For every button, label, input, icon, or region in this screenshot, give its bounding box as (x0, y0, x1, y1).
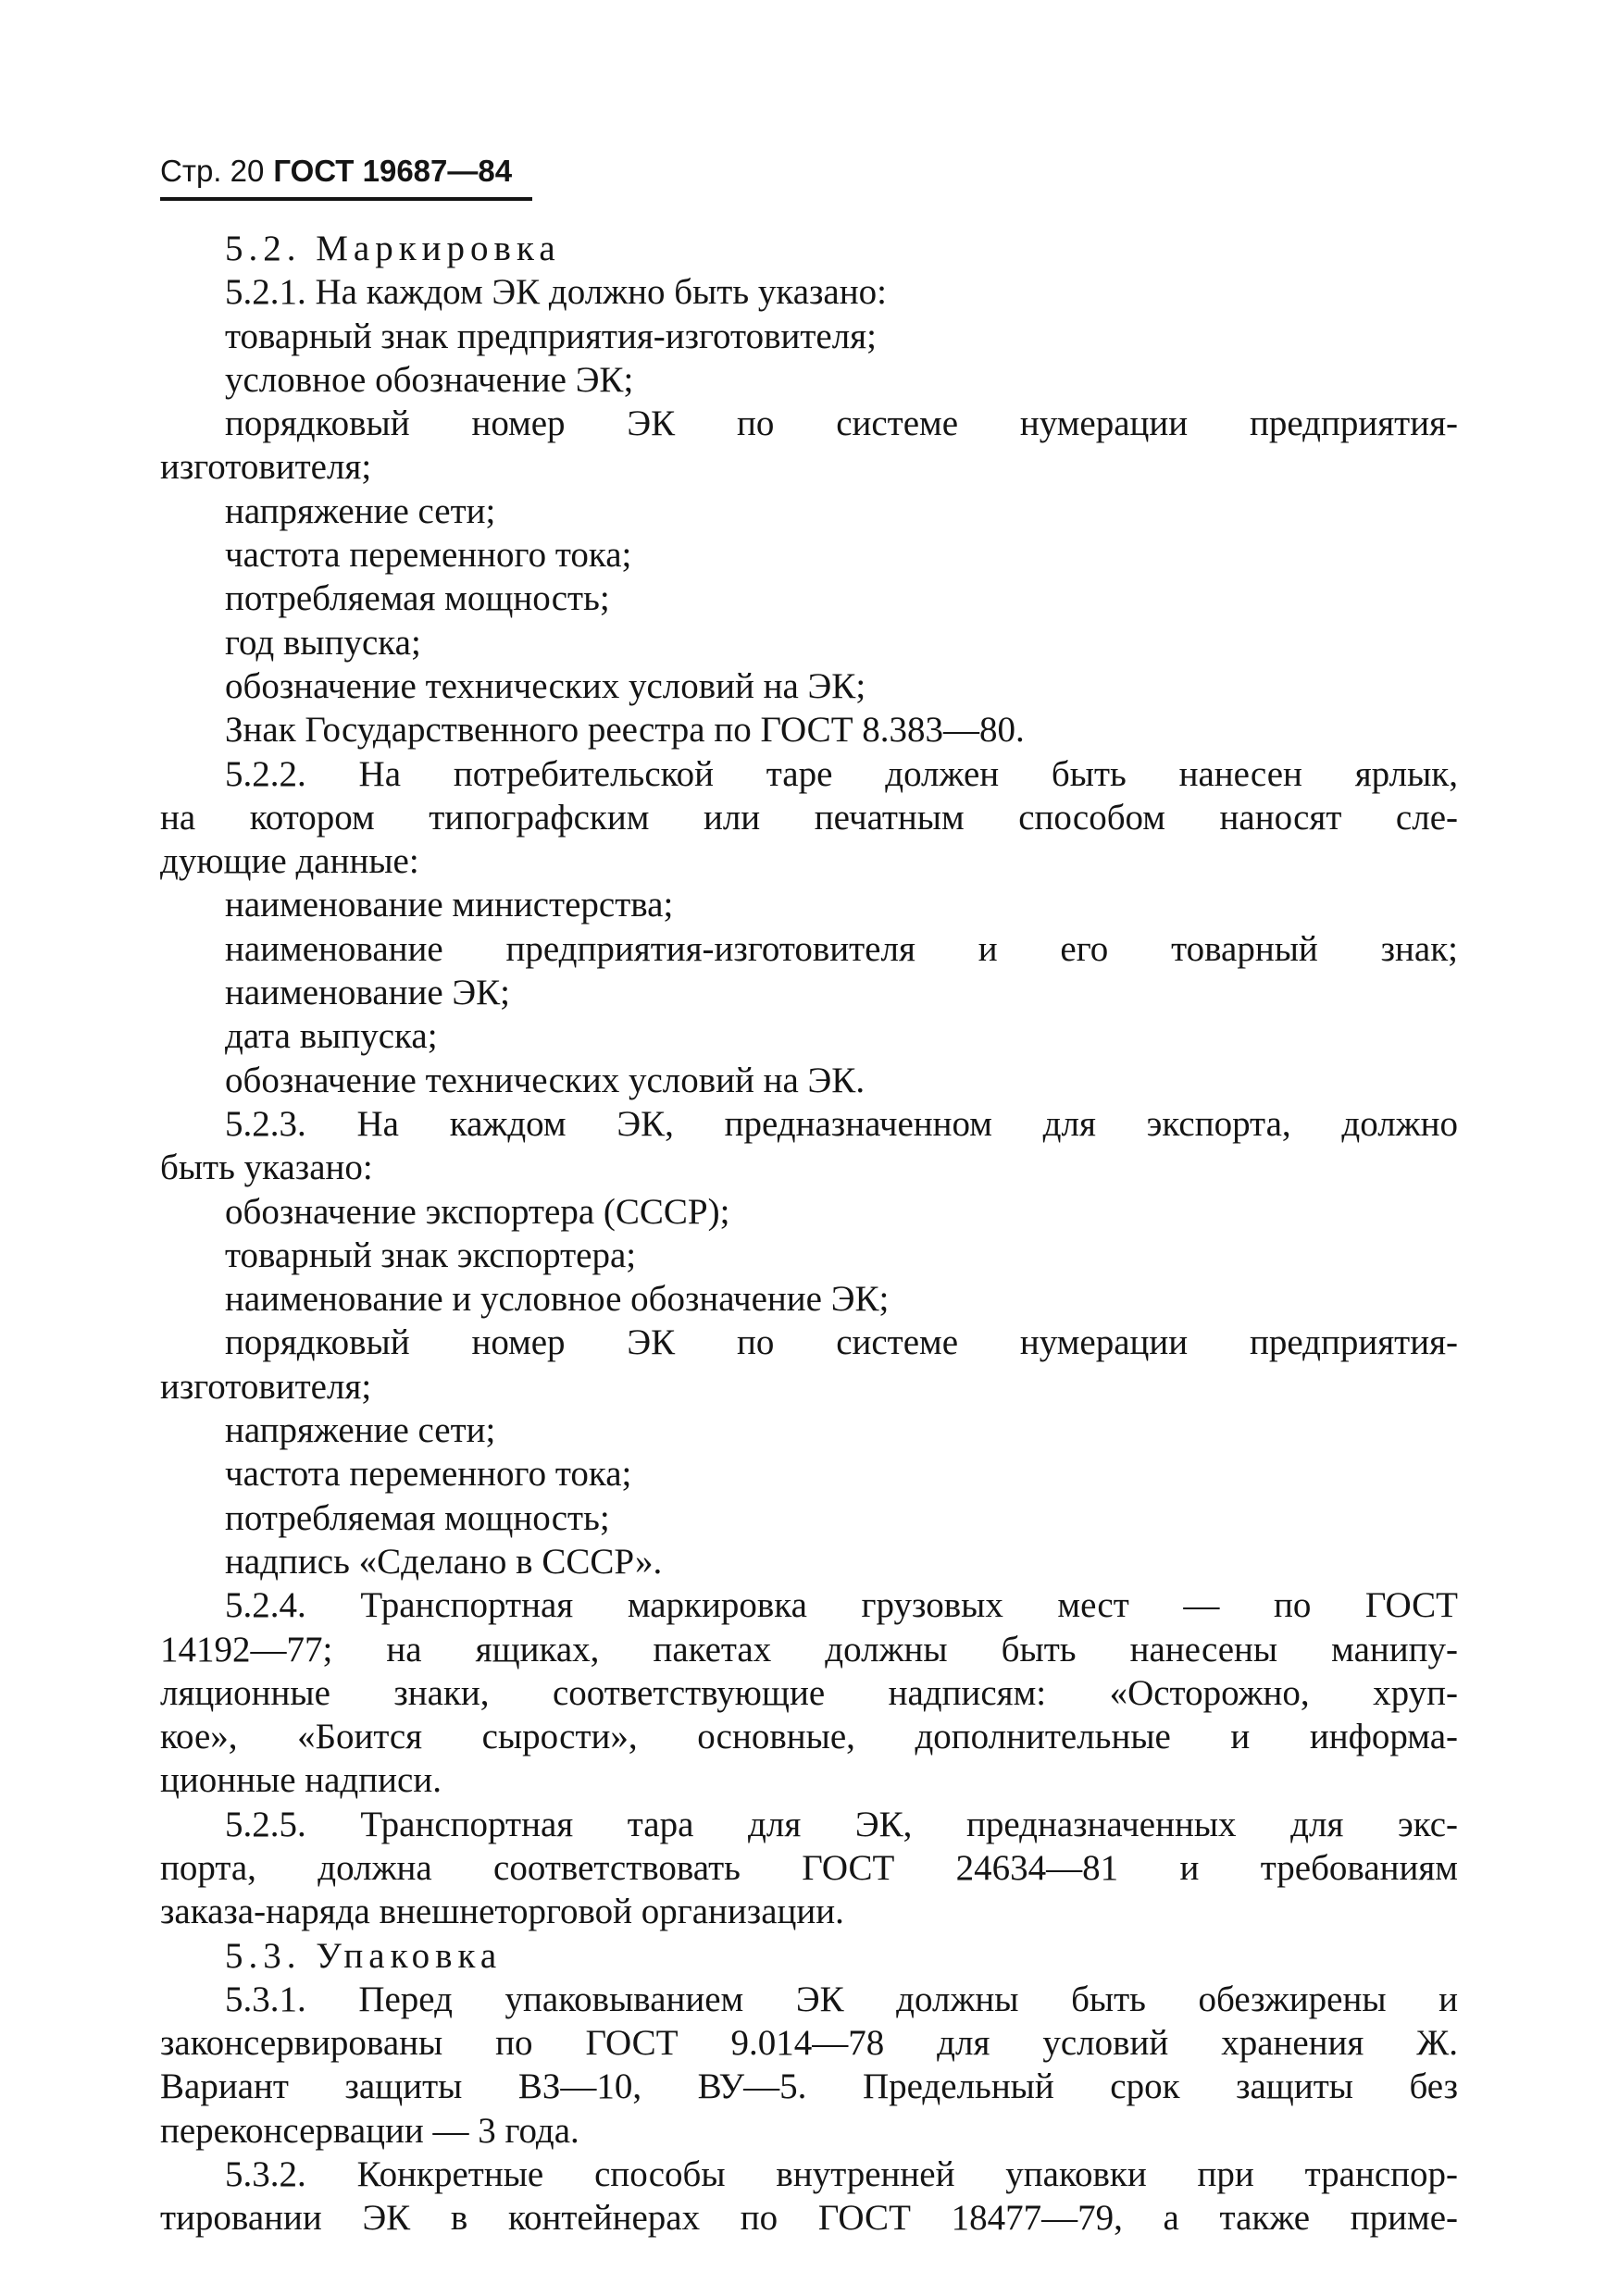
list-item: потребляемая мощность; (225, 578, 610, 619)
standard-number: ГОСТ 19687—84 (273, 154, 513, 188)
paragraph-line: переконсервации — 3 года. (160, 2110, 579, 2151)
paragraph-line: 5.2.1. На каждом ЭК должно быть указано: (225, 272, 887, 313)
paragraph-line: 5.2.3. На каждом ЭК, предназначенном для экспорта, должно (225, 1103, 1458, 1144)
paragraph-line: дующие данные: (160, 841, 419, 882)
paragraph-line: тировании ЭК в контейнерах по ГОСТ 18477—79, а также приме- (160, 2198, 1458, 2239)
paragraph-line: 5.2.2. На потребительской таре должен быть нанесен ярлык, (225, 753, 1458, 794)
list-item: дата выпуска; (225, 1016, 438, 1057)
list-item-continuation: изготовителя; (160, 447, 372, 488)
paragraph-line: ляционные знаки, соответствующие надписям: «Осторожно, хруп- (160, 1672, 1458, 1713)
paragraph-line: 5.3.2. Конкретные способы внутренней упаковки при транспор- (225, 2154, 1458, 2195)
paragraph-line: 5.2.4. Транспортная маркировка грузовых мест — по ГОСТ (225, 1585, 1458, 1626)
paragraph-line: на котором типографским или печатным способом наносят сле- (160, 797, 1458, 838)
list-item: Знак Государственного реестра по ГОСТ 8.383—80. (225, 710, 1025, 751)
list-item: обозначение экспортера (СССР); (225, 1191, 730, 1232)
section-heading-packaging: 5.3. Упаковка (225, 1935, 503, 1976)
list-item: обозначение технических условий на ЭК. (225, 1060, 866, 1100)
list-item-continuation: изготовителя; (160, 1366, 372, 1407)
list-item: наименование ЭК; (225, 973, 511, 1013)
list-item: порядковый номер ЭК по системе нумерации предприятия- (225, 403, 1458, 444)
paragraph-line: кое», «Боится сырости», основные, дополнительные и информа- (160, 1717, 1458, 1757)
paragraph-line: 14192—77; на ящиках, пакетах должны быть нанесены манипу- (160, 1629, 1458, 1669)
list-item: обозначение технических условий на ЭК; (225, 665, 866, 706)
list-item: товарный знак предприятия-изготовителя; (225, 316, 877, 356)
paragraph-line: законсервированы по ГОСТ 9.014—78 для условий хранения Ж. (160, 2023, 1458, 2064)
paragraph-line: порта, должна соответствовать ГОСТ 24634—81 и требованиям (160, 1847, 1458, 1888)
paragraph-line: Вариант защиты ВЗ—10, ВУ—5. Предельный срок защиты без (160, 2066, 1458, 2107)
list-item: год выпуска; (225, 622, 421, 663)
list-item: напряжение сети; (225, 1410, 496, 1451)
list-item: надпись «Сделано в СССР». (225, 1541, 663, 1582)
list-item: наименование предприятия-изготовителя и его товарный знак; (225, 928, 1458, 969)
list-item: порядковый номер ЭК по системе нумерации предприятия- (225, 1322, 1458, 1363)
paragraph-line: заказа-наряда внешнеторговой организации. (160, 1892, 844, 1932)
page-number: Стр. 20 (160, 154, 265, 188)
paragraph-line: 5.3.1. Перед упаковыванием ЭК должны быть обезжирены и (225, 1979, 1458, 2019)
list-item: напряжение сети; (225, 490, 496, 531)
list-item: условное обозначение ЭК; (225, 359, 634, 400)
paragraph-line: ционные надписи. (160, 1760, 442, 1801)
list-item: потребляемая мощность; (225, 1497, 610, 1538)
list-item: товарный знак экспортера; (225, 1235, 637, 1275)
paragraph-line: быть указано: (160, 1148, 373, 1188)
list-item: наименование министерства; (225, 885, 674, 925)
list-item: частота переменного тока; (225, 535, 632, 576)
paragraph-line: 5.2.5. Транспортная тара для ЭК, предназначенных для экс- (225, 1804, 1458, 1844)
page-header (160, 148, 512, 194)
list-item: частота переменного тока; (225, 1454, 632, 1495)
list-item: наименование и условное обозначение ЭК; (225, 1279, 890, 1320)
header-rule (160, 197, 532, 201)
body-text (160, 227, 1458, 2240)
section-heading-marking: 5.2. Маркировка (225, 229, 561, 268)
